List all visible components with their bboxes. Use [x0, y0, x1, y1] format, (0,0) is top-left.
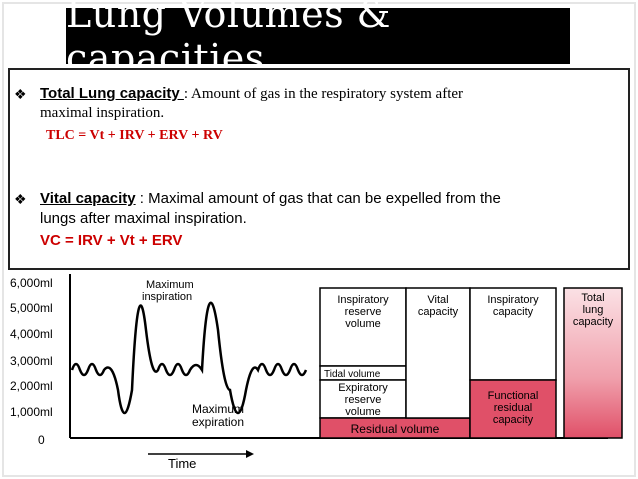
y-tick-6000: 6,000ml — [10, 276, 53, 290]
frc-label-1: Functional — [487, 390, 539, 402]
tlc-box-label-1: Total — [581, 292, 605, 304]
y-tick-3000: 3,000ml — [10, 354, 53, 368]
y-tick-4000: 4,000ml — [10, 327, 53, 341]
page-title: Lung Volumes & capacities — [66, 0, 391, 80]
spirogram-trace — [72, 303, 306, 413]
diamond-bullet-icon: ❖ — [14, 86, 27, 102]
y-tick-0: 0 — [38, 433, 45, 447]
vital-label-1: Vital — [427, 294, 449, 306]
max-exp-label-2: expiration — [192, 415, 245, 429]
residual-label: Residual volume — [350, 422, 440, 436]
diamond-bullet-icon: ❖ — [14, 191, 27, 207]
time-label: Time — [168, 456, 197, 471]
vc-desc-line2: lungs after maximal inspiration. — [40, 210, 247, 227]
erv-label-1: Expiratory — [338, 382, 388, 394]
bullet-tlc-line1 — [40, 85, 463, 103]
spirogram-svg — [8, 270, 630, 472]
frc-label-2: residual — [493, 402, 533, 414]
bullet-vc-line1 — [40, 190, 501, 207]
irv-label-3: volume — [345, 318, 381, 330]
tlc-desc-line1: Amount of gas in the respiratory system after — [191, 86, 464, 102]
vc-formula: VC = IRV + Vt + ERV — [40, 232, 183, 249]
erv-label-2: reserve — [344, 394, 382, 406]
max-insp-label-2: inspiration — [142, 291, 193, 303]
tidal-label: Tidal volume — [324, 369, 381, 380]
vc-desc-line1: Maximal amount of gas that can be expelled from the — [148, 190, 501, 207]
max-exp-label-1: Maximum — [192, 402, 245, 416]
ic-label-2: capacity — [492, 306, 534, 318]
vc-term: Vital capacity — [40, 190, 136, 207]
irv-label-1: Inspiratory — [337, 294, 389, 306]
time-arrow-head-icon — [246, 450, 254, 458]
tlc-formula: TLC = Vt + IRV + ERV + RV — [46, 128, 223, 143]
ic-label-1: Inspiratory — [487, 294, 539, 306]
tlc-term: Total Lung capacity — [40, 85, 184, 102]
title-bar — [66, 0, 570, 80]
irv-label-2: reserve — [344, 306, 382, 318]
erv-label-3: volume — [345, 406, 381, 418]
y-tick-2000: 2,000ml — [10, 379, 53, 393]
y-tick-1000: 1,000ml — [10, 405, 53, 419]
lung-volume-diagram — [8, 268, 630, 472]
y-tick-5000: 5,000ml — [10, 301, 53, 315]
tlc-desc-line2: maximal inspiration. — [40, 105, 165, 121]
vc-sep: : — [135, 190, 149, 207]
tlc-box-label-3: capacity — [572, 316, 614, 328]
max-insp-label-1: Maximum — [146, 279, 194, 291]
vital-label-2: capacity — [417, 306, 459, 318]
tlc-box-label-2: lung — [582, 304, 604, 316]
frc-label-3: capacity — [492, 414, 534, 426]
tlc-sep: : — [183, 86, 191, 102]
